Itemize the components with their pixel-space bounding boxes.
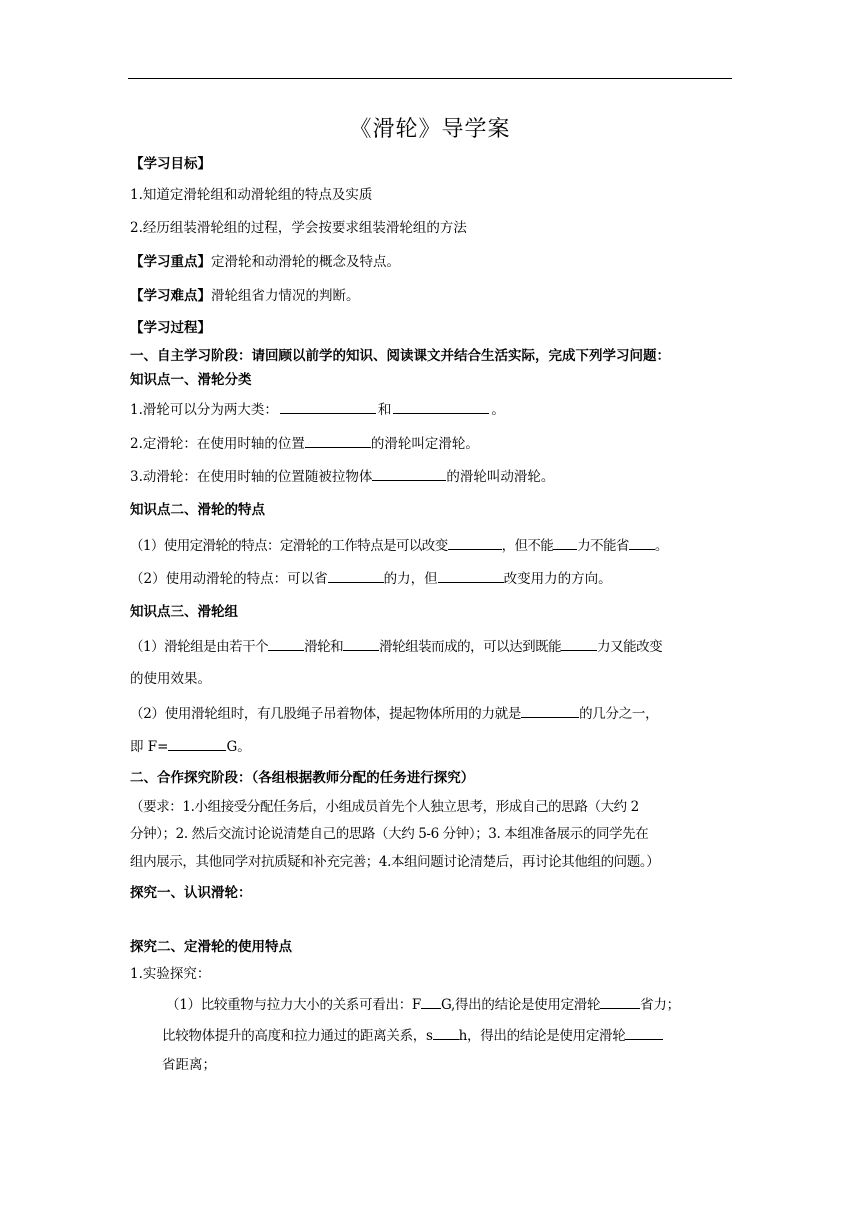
text-run: 滑轮组装而成的，可以达到既能 [379, 639, 562, 655]
text-run: 的滑轮叫动滑轮。 [446, 469, 555, 485]
key-point [130, 253, 734, 271]
answer-blank[interactable] [168, 737, 226, 751]
answer-blank[interactable] [448, 536, 502, 550]
kp2-heading: 知识点二、滑轮的特点 [130, 502, 265, 518]
kp2-question-2 [130, 569, 734, 588]
explore1-heading: 探究一、认识滑轮： [130, 885, 252, 901]
kp3-question-2-cont [130, 737, 734, 756]
text-run: 即 F= [130, 739, 169, 755]
answer-blank[interactable] [280, 400, 376, 414]
text-run: 省力； [640, 997, 680, 1013]
answer-blank[interactable] [305, 434, 371, 448]
header-rule [128, 78, 732, 79]
difficulty-heading: 【学习难点】 [130, 288, 211, 304]
text-run: 1.滑轮可以分为两大类： [130, 402, 278, 418]
requirements-line-2: 分钟）；2. 然后交流讨论说清楚自己的思路（大约 5-6 分钟）；3. 本组准备展示的同学先在 [130, 826, 649, 842]
answer-blank[interactable] [328, 569, 384, 583]
kp1-question-1 [130, 400, 734, 419]
kp3-question-2 [130, 704, 734, 723]
text-run: 和 [377, 402, 392, 418]
experiment-question-2 [162, 1026, 736, 1045]
text-run: 滑轮和 [304, 639, 344, 655]
answer-blank[interactable] [629, 536, 655, 550]
process-heading: 【学习过程】 [130, 320, 211, 336]
kp1-question-2 [130, 434, 734, 453]
text-run: h，得出的结论是使用定滑轮 [458, 1028, 626, 1044]
objectives-heading: 【学习目标】 [130, 156, 211, 172]
text-run: 比较物体提升的高度和拉力通过的距离关系，s [162, 1028, 433, 1044]
kp1-heading: 知识点一、滑轮分类 [130, 372, 252, 388]
page-title: 《滑轮》导学案 [349, 117, 511, 142]
key-heading: 【学习重点】 [130, 254, 211, 270]
kp1-question-3 [130, 467, 734, 486]
answer-blank[interactable] [600, 995, 640, 1009]
text-run: 力又能改变 [597, 639, 663, 655]
text-run: （2）使用动滑轮的特点：可以省 [130, 571, 328, 587]
kp2-question-1 [130, 536, 734, 555]
section1-heading: 一、自主学习阶段：请回顾以前学的知识、阅读课文并结合生活实际，完成下列学习问题： [130, 348, 670, 364]
text-run: 的几分之一， [579, 706, 659, 722]
text-run: 。 [654, 538, 668, 554]
text-run: 力不能省 [577, 538, 629, 554]
answer-blank[interactable] [393, 400, 489, 414]
requirements-line-1: （要求：1.小组接受分配任务后，小组成员首先个人独立思考，形成自己的思路（大约 2 [130, 799, 639, 815]
experiment-question-2-cont: 省距离； [162, 1057, 216, 1073]
answer-blank[interactable] [553, 536, 577, 550]
answer-blank[interactable] [625, 1026, 663, 1040]
experiment-question-1 [166, 995, 736, 1014]
text-run: 3.动滑轮：在使用时轴的位置随被拉物体 [130, 469, 373, 485]
explore2-heading: 探究二、定滑轮的使用特点 [130, 939, 292, 955]
text-run: ，但不能 [501, 538, 554, 554]
text-run: （1）滑轮组是由若干个 [130, 639, 269, 655]
section2-heading: 二、合作探究阶段：（各组根据教师分配的任务进行探究） [130, 770, 475, 786]
key-text: 定滑轮和动滑轮的概念及特点。 [211, 254, 400, 270]
requirements-line-3: 组内展示，其他同学对抗质疑和补充完善；4.本组问题讨论清楚后，再讨论其他组的问题。） [130, 854, 660, 870]
objective-2: 2.经历组装滑轮组的过程，学会按要求组装滑轮组的方法 [130, 220, 467, 236]
text-run: （1）比较重物与拉力大小的关系可看出：F [166, 997, 421, 1013]
answer-blank[interactable] [561, 637, 597, 651]
difficulty-text: 滑轮组省力情况的判断。 [211, 288, 360, 304]
text-run: （2）使用滑轮组时，有几股绳子吊着物体，提起物体所用的力就是 [130, 706, 522, 722]
difficulty-point [130, 287, 734, 305]
text-run: 2.定滑轮：在使用时轴的位置 [130, 436, 305, 452]
answer-blank[interactable] [268, 637, 304, 651]
objective-1: 1.知道定滑轮组和动滑轮组的特点及实质 [130, 187, 373, 203]
text-run: 的力，但 [383, 571, 438, 587]
kp3-heading: 知识点三、滑轮组 [130, 604, 238, 620]
answer-blank[interactable] [433, 1026, 459, 1040]
text-run: 。 [491, 402, 505, 418]
answer-blank[interactable] [421, 995, 441, 1009]
text-run: G。 [226, 739, 251, 755]
answer-blank[interactable] [343, 637, 379, 651]
kp3-question-1 [130, 637, 734, 656]
experiment-label: 1.实验探究： [130, 966, 211, 982]
answer-blank[interactable] [521, 704, 579, 718]
text-run: （1）使用定滑轮的特点：定滑轮的工作特点是可以改变 [130, 538, 448, 554]
answer-blank[interactable] [438, 569, 504, 583]
text-run: 的滑轮叫定滑轮。 [370, 436, 479, 452]
kp3-question-1-cont: 的使用效果。 [130, 671, 211, 687]
answer-blank[interactable] [372, 467, 446, 481]
text-run: 改变用力的方向。 [503, 571, 612, 587]
text-run: G,得出的结论是使用定滑轮 [440, 997, 601, 1013]
